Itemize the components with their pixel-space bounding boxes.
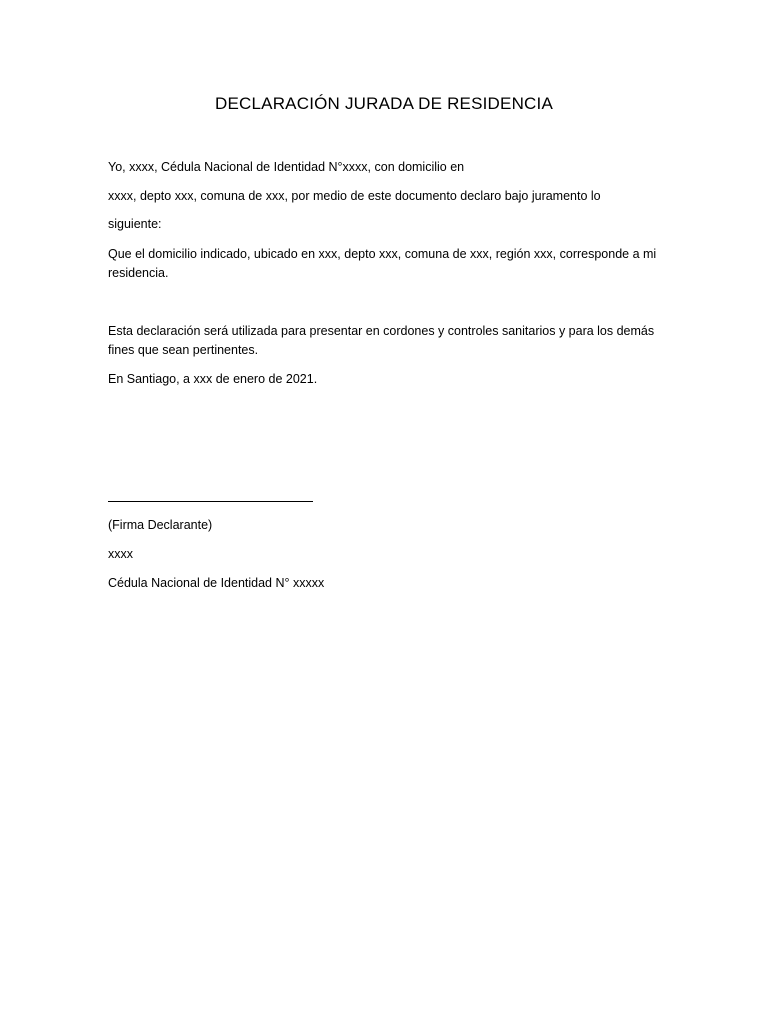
signer-name: xxxx: [108, 547, 133, 561]
paragraph-place-date: En Santiago, a xxx de enero de 2021.: [108, 372, 318, 386]
paragraph-address: xxxx, depto xxx, comuna de xxx, por medio de este documento declaro bajo juramento lo: [108, 189, 601, 203]
document-title: DECLARACIÓN JURADA DE RESIDENCIA: [215, 94, 553, 113]
signature-label: (Firma Declarante): [108, 518, 213, 532]
paragraph-residence: Que el domicilio indicado, ubicado en xxx, depto xxx, comuna de xxx, región xxx, corresponde a mi residencia.: [108, 247, 657, 280]
paragraph-intro: Yo, xxxx, Cédula Nacional de Identidad N°xxxx, con domicilio en: [108, 160, 465, 174]
signature-line: [108, 501, 313, 502]
paragraph-following: siguiente:: [108, 217, 162, 231]
paragraph-purpose: Esta declaración será utilizada para presentar en cordones y controles sanitarios y para los demás fines que sean pertinentes.: [108, 324, 655, 357]
signer-id: Cédula Nacional de Identidad N° xxxxx: [108, 576, 325, 590]
